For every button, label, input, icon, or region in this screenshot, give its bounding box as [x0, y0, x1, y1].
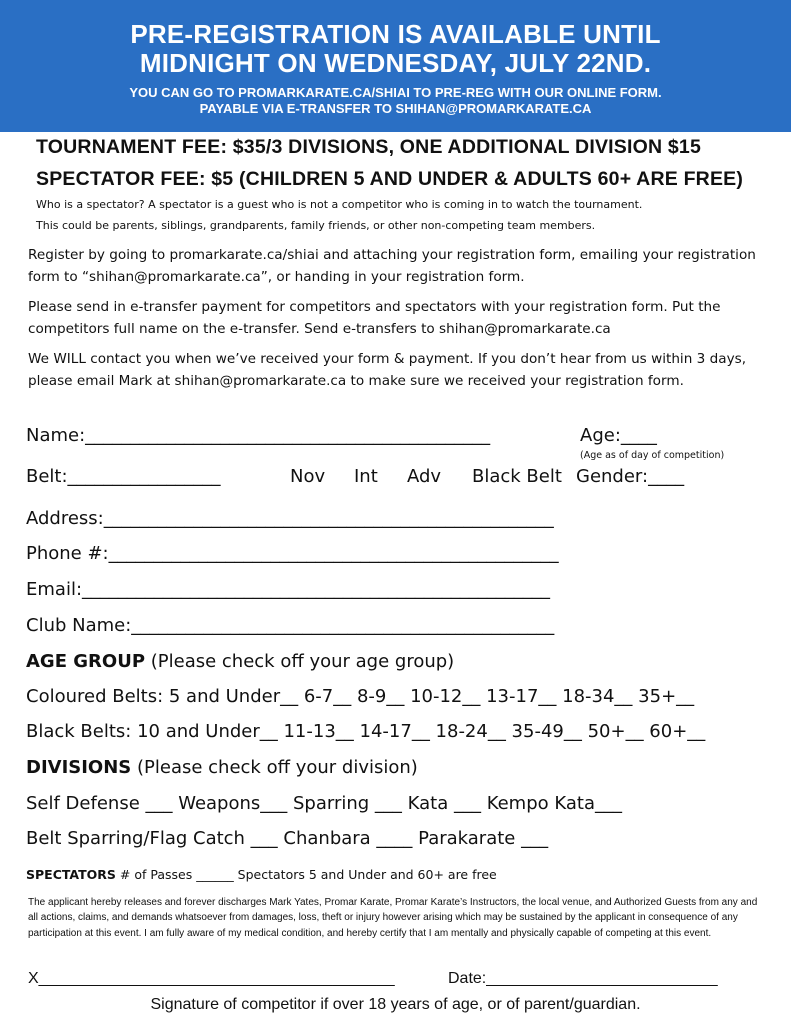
- liability-waiver: The applicant hereby releases and forever discharges Mark Yates, Promar Karate, Promar Karate’s Instructors, the local venue, and Authorized Guests from any and all actions, claims, and demands whatsoever from damages, loss, theft or injury however arising which may be sustained by the applicant in consequence of any participation at this event. I am fully aware of my medical condition, and hereby certify that I am mentally and physically capable of competing at this event.: [28, 897, 758, 939]
- email-field[interactable]: Email:____________________________________________________: [26, 579, 551, 600]
- payment-instructions: Please send in e-transfer payment for competitors and spectators with your registration form. Put the competitors full name on the e-transfer. Send e-transfers to shihan@promarkarate.ca: [28, 299, 721, 337]
- divisions-line-1[interactable]: Self Defense ___ Weapons___ Sparring ___ Kata ___ Kempo Kata___: [26, 793, 622, 814]
- tournament-fee: TOURNAMENT FEE: $35/3 DIVISIONS, ONE ADDITIONAL DIVISION $15: [36, 136, 702, 158]
- spectators-label: SPECTATORS: [26, 867, 116, 882]
- gender-field[interactable]: Gender:____: [576, 466, 685, 487]
- signature-line[interactable]: X________________________________________: [28, 970, 395, 987]
- age-group-heading: [26, 651, 454, 672]
- date-line[interactable]: Date:__________________________: [448, 970, 718, 987]
- black-belts-ages[interactable]: Black Belts: 10 and Under__ 11-13__ 14-17__ 18-24__ 35-49__ 50+__ 60+__: [26, 721, 706, 742]
- age-group-title: AGE GROUP: [26, 651, 146, 672]
- signature-caption: Signature of competitor if over 18 years of age, or of parent/guardian.: [150, 996, 641, 1013]
- divisions-line-2[interactable]: Belt Sparring/Flag Catch ___ Chanbara ____ Parakarate ___: [26, 828, 549, 849]
- belt-field[interactable]: Belt:_________________: [26, 466, 221, 487]
- belt-option-int[interactable]: Int: [354, 466, 378, 487]
- banner-subtitle-line2: PAYABLE VIA E-TRANSFER TO SHIHAN@PROMARKARATE.CA: [199, 101, 592, 116]
- belt-option-adv[interactable]: Adv: [407, 466, 442, 487]
- spectator-definition-2: This could be parents, siblings, grandparents, family friends, or other non-competing team members.: [36, 219, 596, 232]
- register-instructions: Register by going to promarkarate.ca/shiai and attaching your registration form, emailing your registration form to “shihan@promarkarate.ca”, or handing in your registration form.: [28, 247, 756, 285]
- spectator-fee: SPECTATOR FEE: $5 (CHILDREN 5 AND UNDER & ADULTS 60+ ARE FREE): [36, 168, 744, 190]
- header-banner: [0, 0, 791, 132]
- belt-option-nov[interactable]: Nov: [290, 466, 326, 487]
- club-name-field[interactable]: Club Name:_______________________________________________: [26, 615, 555, 636]
- banner-title-line2: MIDNIGHT ON WEDNESDAY, JULY 22ND.: [139, 48, 652, 78]
- contact-instructions: We WILL contact you when we’ve received your form & payment. If you don’t hear from us within 3 days, please email Mark at shihan@promarkarate.ca to make sure we received your registration form.: [28, 351, 747, 389]
- spectators-row[interactable]: [26, 867, 497, 882]
- age-note: (Age as of day of competition): [580, 450, 725, 461]
- belt-option-black[interactable]: Black Belt: [472, 466, 562, 487]
- divisions-heading: [26, 757, 418, 778]
- banner-subtitle-line1: YOU CAN GO TO PROMARKARATE.CA/SHIAI TO PRE-REG WITH OUR ONLINE FORM.: [129, 85, 662, 100]
- name-field[interactable]: Name:_____________________________________________: [26, 425, 491, 446]
- age-group-instruction: (Please check off your age group): [145, 651, 455, 672]
- address-field[interactable]: Address:__________________________________________________: [26, 508, 554, 529]
- spectators-text: # of Passes ______ Spectators 5 and Under and 60+ are free: [115, 867, 497, 882]
- spectator-definition: Who is a spectator? A spectator is a guest who is not a competitor who is coming in to watch the tournament.: [36, 198, 643, 211]
- phone-field[interactable]: Phone #:__________________________________________________: [26, 543, 559, 564]
- divisions-title: DIVISIONS: [26, 757, 132, 778]
- coloured-belts-ages[interactable]: Coloured Belts: 5 and Under__ 6-7__ 8-9__ 10-12__ 13-17__ 18-34__ 35+__: [26, 686, 695, 707]
- banner-title-line1: PRE-REGISTRATION IS AVAILABLE UNTIL: [130, 19, 661, 49]
- divisions-instruction: (Please check off your division): [131, 757, 418, 778]
- age-field[interactable]: Age:____: [580, 425, 657, 446]
